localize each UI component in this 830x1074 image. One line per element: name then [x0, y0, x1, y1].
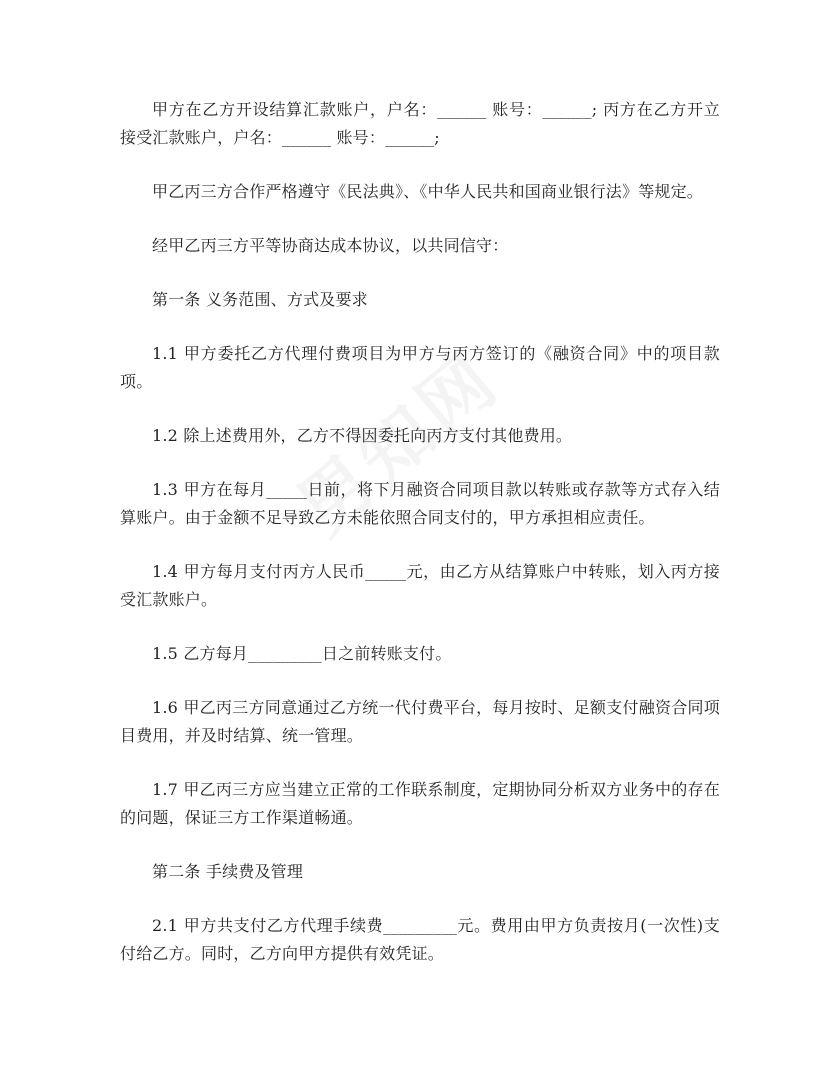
clause-1-2: 1.2 除上述费用外，乙方不得因委托向丙方支付其他费用。: [152, 426, 573, 445]
section-heading-2: 第二条 手续费及管理: [152, 862, 304, 881]
paragraph-legal-basis: 甲乙丙三方合作严格遵守《民法典》、《中华人民共和国商业银行法》等规定。: [152, 182, 704, 201]
clause-1-6: 1.6 甲乙丙三方同意通过乙方统一代付费平台，每月按时、足额支付融资合同项目费用，并及时结算、统一管理。: [120, 698, 720, 745]
paragraph-agreement-intro: 经甲乙丙三方平等协商达成本协议，以共同信守：: [152, 236, 509, 255]
clause-1-5: 1.5 乙方每月_________日之前转账支付。: [152, 644, 452, 663]
clause-2-1: 2.1 甲方共支付乙方代理手续费_________元。费用由甲方负责按月(一次性)支付给乙方。同时，乙方向甲方提供有效凭证。: [120, 916, 720, 963]
paragraph-accounts: 甲方在乙方开设结算汇款账户，户名：______ 账号：______; 丙方在乙方开立接受汇款账户，户名：______ 账号：______;: [120, 100, 720, 147]
clause-1-7: 1.7 甲乙丙三方应当建立正常的工作联系制度，定期协同分析双方业务中的存在的问题，保证三方工作渠道畅通。: [120, 780, 720, 827]
clause-1-1: 1.1 甲方委托乙方代理付费项目为甲方与丙方签订的《融资合同》中的项目款项。: [120, 344, 720, 391]
section-heading-1: 第一条 义务范围、方式及要求: [152, 290, 368, 309]
clause-1-3: 1.3 甲方在每月_____日前，将下月融资合同项目款以转账或存款等方式存入结算账户。由于金额不足导致乙方未能依照合同支付的，甲方承担相应责任。: [120, 480, 720, 527]
clause-1-4: 1.4 甲方每月支付丙方人民币_____元，由乙方从结算账户中转账，划入丙方接受汇款账户。: [120, 562, 720, 609]
document-body: [120, 96, 720, 994]
